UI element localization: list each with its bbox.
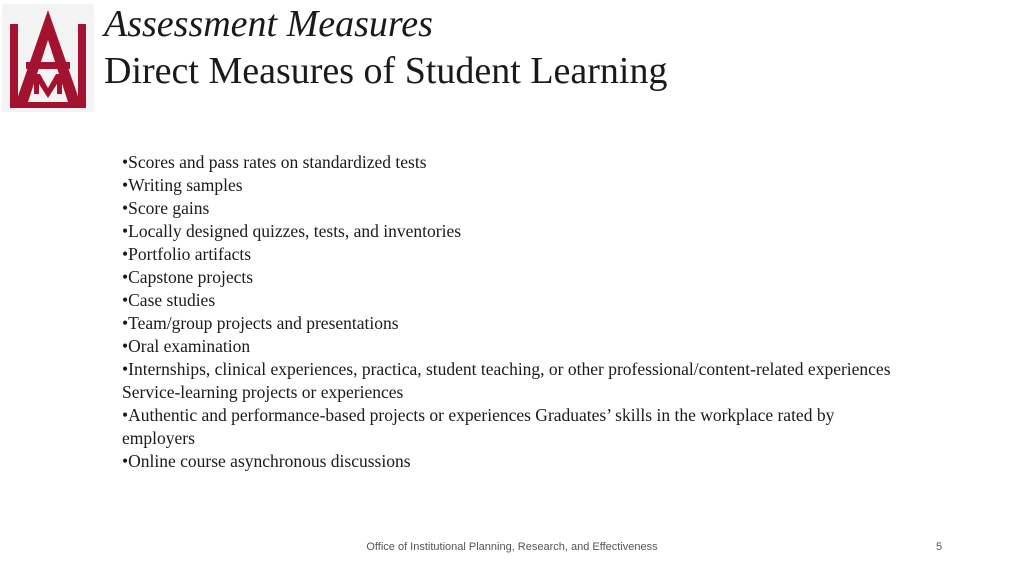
university-monogram-icon — [2, 4, 94, 112]
footer-text: Office of Institutional Planning, Research, and Effectiveness — [366, 541, 658, 553]
bullet-item: •Portfolio artifacts — [122, 244, 252, 264]
bullet-item: •Internships, clinical experiences, practica, student teaching, or other professional/content-related experiences Service-learning projects or experiences — [122, 359, 891, 402]
bullet-item: •Team/group projects and presentations — [122, 313, 399, 333]
university-logo — [2, 4, 94, 112]
bullet-item: •Case studies — [122, 290, 216, 310]
slide-subtitle: Direct Measures of Student Learning — [104, 50, 668, 92]
page-number: 5 — [936, 541, 943, 553]
bullet-item: •Locally designed quizzes, tests, and inventories — [122, 221, 462, 241]
bullet-item: •Writing samples — [122, 175, 243, 195]
bullet-item: •Online course asynchronous discussions — [122, 451, 411, 471]
bullet-item: •Capstone projects — [122, 267, 254, 287]
bullet-item: •Authentic and performance-based projects or experiences Graduates’ skills in the workplace rated by employers — [122, 405, 835, 448]
slide-title: Assessment Measures — [104, 3, 433, 45]
bullet-item: •Oral examination — [122, 336, 251, 356]
bullet-list — [122, 151, 902, 473]
bullet-item: •Score gains — [122, 198, 210, 218]
bullet-item: •Scores and pass rates on standardized tests — [122, 152, 427, 172]
